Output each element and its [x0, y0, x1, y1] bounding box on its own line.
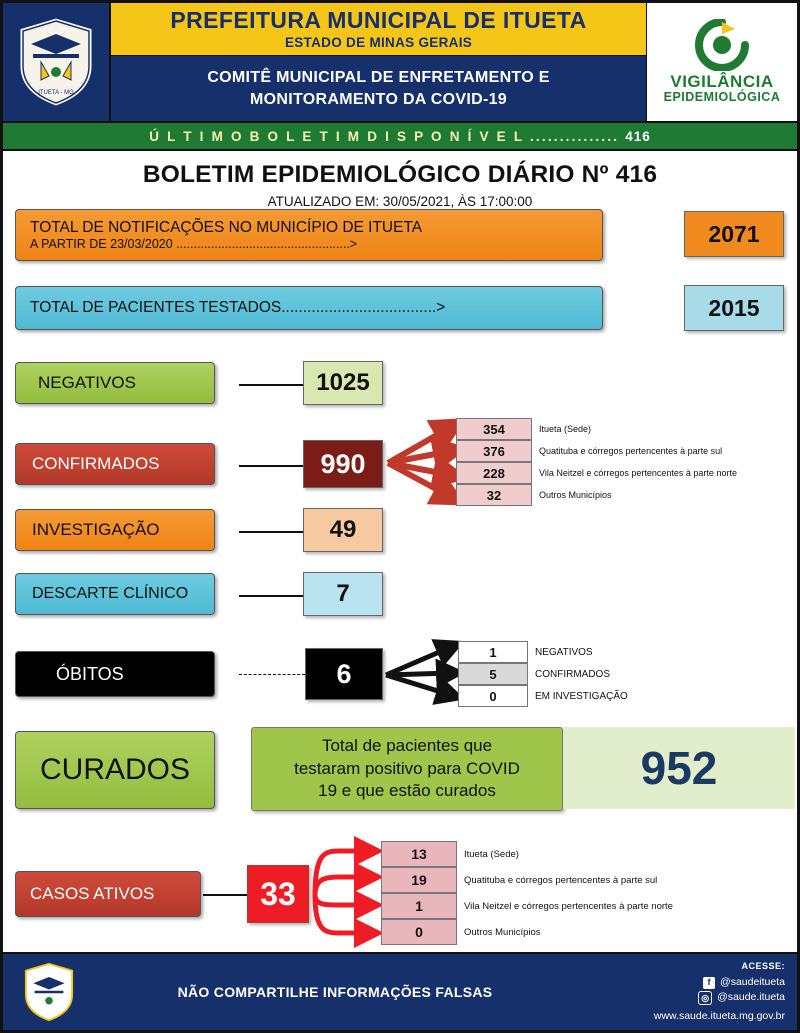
committee-line-1: COMITÊ MUNICIPAL DE ENFRETAMENTO E — [207, 68, 550, 86]
negativos-row — [15, 362, 215, 404]
table-row — [381, 919, 673, 945]
confirmados-bar — [15, 443, 215, 485]
investigacao-value: 49 — [303, 508, 383, 552]
curados-row — [15, 731, 215, 809]
obitos-breakdown-table — [458, 641, 628, 707]
obitos-value: 6 — [305, 648, 383, 700]
notifications-label-2: A PARTIR DE 23/03/2020 ..................................................> — [30, 237, 358, 251]
logo-line-2: EPIDEMIOLÓGICA — [663, 90, 781, 104]
ativos-bd-text-2: Vila Neitzel e córregos pertencentes à parte norte — [464, 900, 673, 912]
city-name: PREFEITURA MUNICIPAL DE ITUETA — [170, 7, 587, 34]
casos-ativos-bar — [15, 871, 201, 917]
notifications-bar-body — [15, 209, 603, 261]
investigacao-label: INVESTIGAÇÃO — [32, 520, 160, 539]
ativos-bd-text-0: Itueta (Sede) — [464, 848, 519, 860]
table-row — [381, 867, 673, 893]
confirmados-bd-value-3: 32 — [456, 484, 532, 506]
obitos-bd-text-2: EM INVESTIGAÇÃO — [535, 690, 628, 702]
footer-instagram-line[interactable] — [575, 990, 785, 1005]
table-row — [381, 841, 673, 867]
curados-desc-3: 19 e que estão curados — [318, 781, 496, 801]
svg-text:ITUETA - MG: ITUETA - MG — [38, 90, 74, 96]
confirmados-bd-value-2: 228 — [456, 462, 532, 484]
tested-bar-body — [15, 286, 603, 330]
obitos-bar — [15, 651, 215, 697]
casos-ativos-breakdown-table — [381, 841, 673, 945]
table-row — [456, 440, 737, 462]
ativos-bd-value-2: 1 — [381, 893, 457, 919]
title-block — [3, 151, 797, 209]
facebook-icon: f — [703, 977, 715, 989]
negativos-value: 1025 — [303, 361, 383, 405]
footer-instagram: @saude.itueta — [717, 991, 785, 1004]
page-footer — [3, 952, 797, 1030]
curados-bar — [15, 731, 215, 809]
obitos-bd-text-0: NEGATIVOS — [535, 646, 593, 658]
obitos-connector — [239, 674, 305, 675]
latest-bulletin-strip — [3, 123, 797, 151]
header-center — [111, 3, 646, 121]
obitos-bd-value-2: 0 — [458, 685, 528, 707]
city-crest-container — [3, 3, 111, 121]
confirmados-label: CONFIRMADOS — [32, 454, 160, 473]
footer-access-label: ACESSE: — [741, 961, 785, 972]
casos-ativos-arrows — [309, 839, 381, 949]
ativos-bd-value-0: 13 — [381, 841, 457, 867]
curados-description-panel — [251, 727, 563, 811]
table-row — [381, 893, 673, 919]
obitos-bd-value-0: 1 — [458, 641, 528, 663]
ativos-bd-text-3: Outros Municípios — [464, 926, 541, 938]
curados-desc-2: testaram positivo para COVID — [294, 758, 520, 778]
confirmados-bd-value-1: 376 — [456, 440, 532, 462]
casos-ativos-connector — [203, 894, 247, 896]
table-row — [458, 685, 628, 707]
epidemiological-surveillance-logo — [646, 3, 797, 121]
confirmados-breakdown-table — [456, 418, 737, 506]
confirmados-value: 990 — [303, 440, 383, 488]
descarte-connector — [239, 595, 303, 597]
latest-bulletin-label: Ú L T I M O B O L E T I M D I S P O N Í V E L ............... — [149, 128, 620, 144]
curados-label: CURADOS — [39, 753, 190, 786]
confirmados-bd-text-3: Outros Municípios — [539, 490, 612, 500]
instagram-icon: ◎ — [698, 991, 712, 1005]
tested-label: TOTAL DE PACIENTES TESTADOS....................................> — [30, 299, 446, 316]
footer-message: NÃO COMPARTILHE INFORMAÇÕES FALSAS — [177, 984, 493, 1000]
footer-city-crest-icon — [22, 962, 76, 1022]
surveillance-swirl-icon — [691, 19, 753, 71]
table-row — [456, 418, 737, 440]
footer-website[interactable]: www.saude.itueta.mg.gov.br — [653, 1009, 785, 1022]
obitos-row — [15, 651, 215, 697]
state-name: ESTADO DE MINAS GERAIS — [284, 34, 473, 50]
footer-facebook: @saudeitueta — [720, 976, 785, 989]
confirmados-row — [15, 443, 215, 485]
casos-ativos-row — [15, 871, 201, 917]
page-header — [3, 3, 797, 123]
ativos-bd-value-1: 19 — [381, 867, 457, 893]
table-row — [458, 641, 628, 663]
descarte-row — [15, 573, 215, 615]
notifications-bar — [15, 209, 603, 261]
ativos-bd-value-3: 0 — [381, 919, 457, 945]
tested-value: 2015 — [684, 285, 784, 331]
investigacao-row — [15, 509, 215, 551]
negativos-connector — [239, 384, 303, 386]
confirmados-bd-text-0: Itueta (Sede) — [539, 424, 592, 434]
table-row — [456, 462, 737, 484]
table-row — [456, 484, 737, 506]
latest-bulletin-number: 416 — [625, 128, 651, 144]
descarte-value: 7 — [303, 572, 383, 616]
descarte-bar — [15, 573, 215, 615]
negativos-label: NEGATIVOS — [38, 373, 136, 392]
obitos-bd-text-1: CONFIRMADOS — [535, 668, 610, 680]
city-title-block — [111, 3, 646, 56]
confirmados-arrows — [385, 411, 465, 511]
casos-ativos-label: CASOS ATIVOS — [30, 884, 155, 903]
table-row — [458, 663, 628, 685]
confirmados-bd-text-1: Quatituba e córregos pertencentes à parte sul — [539, 446, 723, 456]
obitos-bd-value-1: 5 — [458, 663, 528, 685]
confirmados-connector — [239, 465, 303, 467]
tested-bar — [15, 286, 603, 330]
negativos-bar — [15, 362, 215, 404]
curados-desc-1: Total de pacientes que — [321, 735, 493, 755]
notifications-value-box — [684, 211, 784, 257]
committee-line-2: MONITORAMENTO DA COVID-19 — [250, 90, 507, 108]
page-title: BOLETIM EPIDEMIOLÓGICO DIÁRIO Nº 416 — [142, 161, 658, 188]
confirmados-bd-value-0: 354 — [456, 418, 532, 440]
footer-crest-container — [3, 962, 95, 1022]
descarte-label: DESCARTE CLÍNICO — [32, 585, 189, 602]
notifications-label-1: TOTAL DE NOTIFICAÇÕES NO MUNICÍPIO DE ITUETA — [30, 219, 423, 236]
footer-contacts — [575, 960, 797, 1024]
logo-line-1: VIGILÂNCIA — [670, 72, 774, 91]
confirmados-bd-text-2: Vila Neitzel e córregos pertencentes à parte norte — [539, 468, 737, 478]
committee-title-block — [111, 56, 646, 121]
tested-value-box — [684, 285, 784, 331]
investigacao-connector — [239, 531, 303, 533]
ativos-bd-text-1: Quatituba e córregos pertencentes à parte sul — [464, 874, 658, 886]
curados-value: 952 — [640, 742, 718, 794]
city-crest-icon — [13, 14, 99, 110]
footer-facebook-line[interactable] — [575, 975, 785, 990]
casos-ativos-value: 33 — [247, 865, 309, 923]
investigacao-bar — [15, 509, 215, 551]
page-subtitle: ATUALIZADO EM: 30/05/2021, ÀS 17:00:00 — [267, 194, 533, 209]
obitos-arrows — [383, 633, 465, 713]
notifications-value: 2071 — [684, 211, 784, 257]
obitos-label: ÓBITOS — [56, 663, 124, 684]
curados-value-panel — [563, 727, 795, 809]
